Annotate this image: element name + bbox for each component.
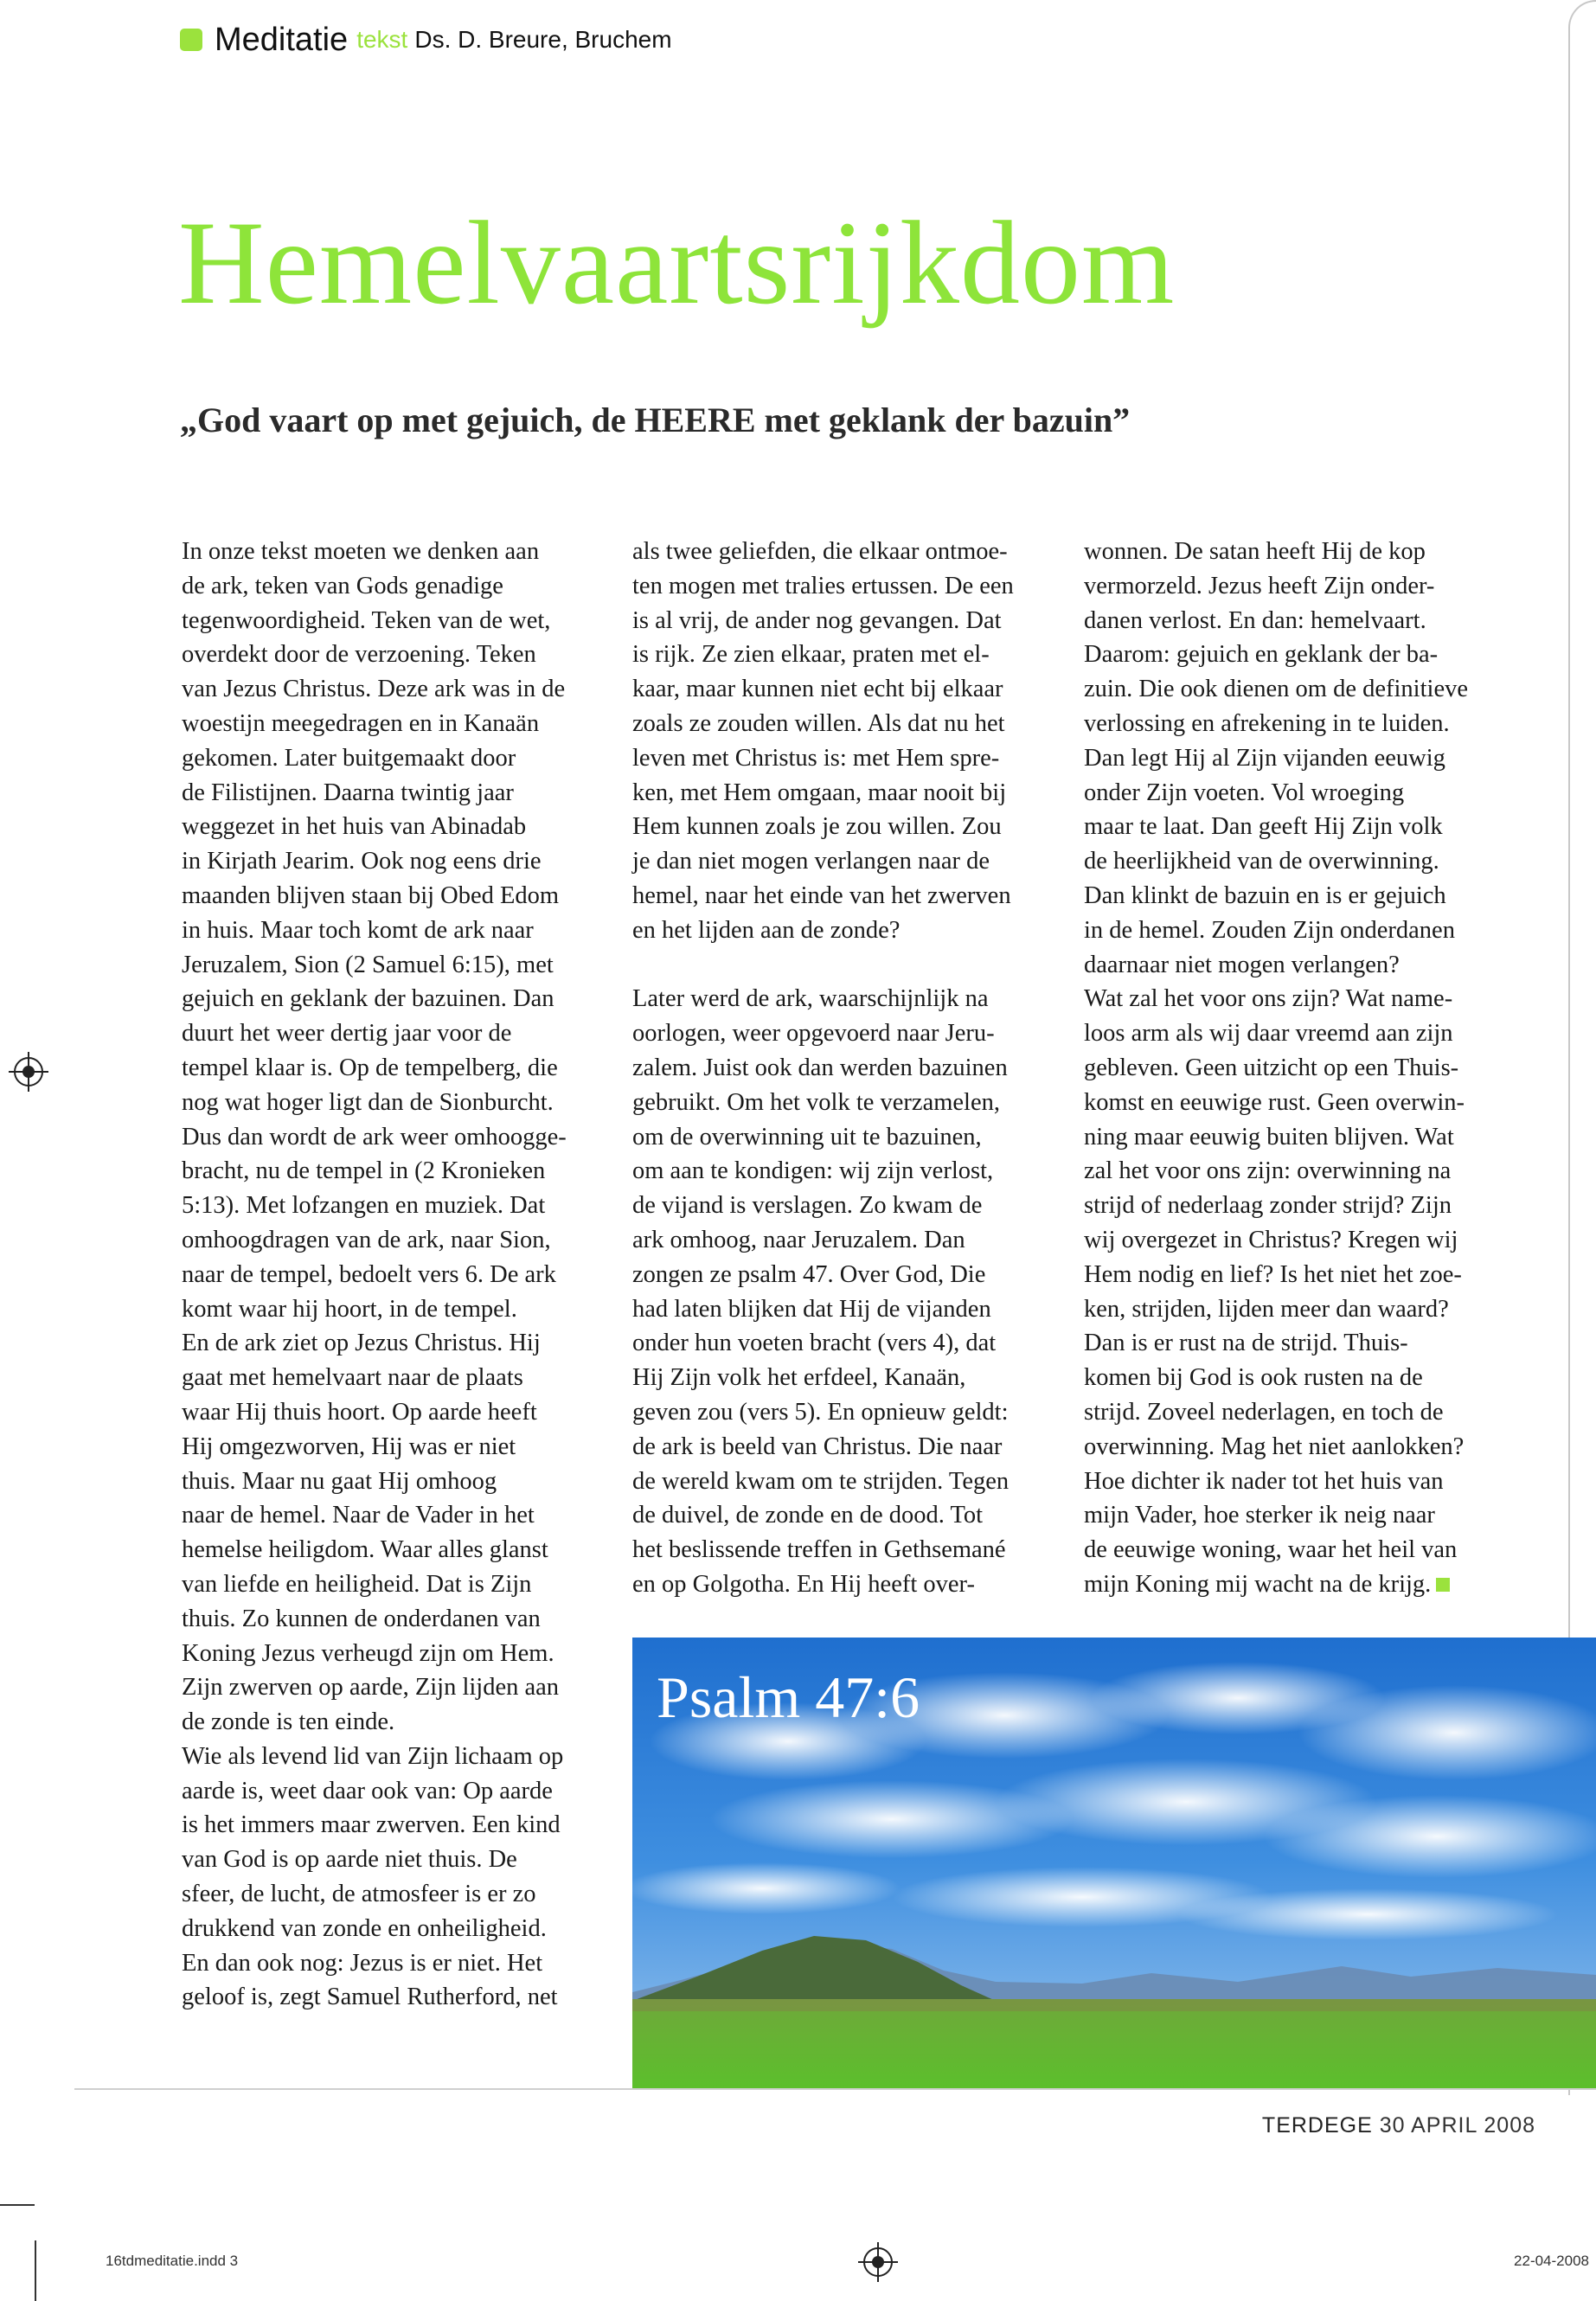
image-caption: Psalm 47:6: [657, 1664, 920, 1730]
slug-date: 22-04-2008: [1514, 2253, 1589, 2269]
crop-mark: [0, 2204, 35, 2206]
paragraph: Wie als levend lid van Zijn lichaam op aarde is, weet daar ook van: Op aarde is het immers maar zwerven. Een kind van God is op aarde niet thuis. De sfeer, de lucht, de atmosfeer is er zo drukkend van zonde en onheiligheid. En dan ook nog: Jezus is er niet. Het geloof is, zegt Samuel Rutherford, net: [182, 1742, 564, 2011]
paragraph: En de ark ziet op Jezus Christus. Hij gaat met hemelvaart naar de plaats waar Hij thuis hoort. Op aarde heeft Hij omgezworven, Hij was er niet thuis. Maar nu gaat Hij omhoog naar de hemel. Naar de Vader in het hemelse heiligdom. Waar alles glanst van liefde en heiligheid. Dat is Zijn thuis. Zo kunnen de onderdanen van Koning Jezus verheugd zijn om Hem. Zijn zwerven op aarde, Zijn lijden aan de zonde is ten einde.: [182, 1330, 560, 1736]
paragraph: Later werd de ark, waarschijnlijk na oorlogen, weer opgevoerd naar Jeru- zalem. Juist ook dan werden bazuinen gebruikt. Om het volk te verzamelen, om de overwinning uit te bazuinen, om aan te kondigen: wij zijn verlost, de vijand is verslagen. Zo kwam de ark omhoog, naar Jeruzalem. Dan zongen ze psalm 47. Over God, Die had laten blijken dat Hij de vijanden onder hun voeten bracht (vers 4), dat Hij Zijn volk het erfdeel, Kanaän, geven zou (vers 5). En opnieuw geldt: de ark is beeld van Christus. Die naar de wereld kwam om te strijden. Tegen de duivel, de zonde en de dood. Tot het beslissende treffen in Gethsemané en op Golgotha. En Hij heeft over-: [632, 985, 1010, 1598]
magazine-name: TERDEGE: [1261, 2113, 1373, 2138]
text-column-2: [632, 535, 1069, 1602]
paragraph: In onze tekst moeten we denken aan de ark, teken van Gods genadige tegenwoordigheid. Teken van de wet, overdekt door de verzoening. Teken van Jezus Christus. Deze ark was in de woestijn meegedragen en in Kanaän gekomen. Later buitgemaakt door de Filistijnen. Daarna twintig jaar weggezet in het huis van Abinadab in Kirjath Jearim. Ook nog eens drie maanden blijven staan bij Obed Edom in huis. Maar toch komt de ark naar Jeruzalem, Sion (2 Samuel 6:15), met gejuich en geklank der bazuinen. Dan duurt het weer dertig jaar voor de tempel klaar is. Op de tempelberg, die nog wat hoger ligt dan de Sionburcht. Dus dan wordt de ark weer omhoogge- bracht, nu de tempel in (2 Kronieken 5:13). Met lofzangen en muziek. Dat omhoogdragen van de ark, naar Sion, naar de tempel, bedoelt vers 6. De ark komt waar hij hoort, in de tempel.: [182, 538, 567, 1323]
registration-mark-icon: [863, 2247, 893, 2277]
crop-mark: [35, 2240, 36, 2301]
text-column-1: [182, 535, 619, 2015]
issue-date: 30 APRIL 2008: [1379, 2113, 1535, 2138]
final-paragraph-text: Wat zal het voor ons zijn? Wat name- loos arm als wij daar vreemd aan zijn gebleven. Geen uitzicht op een Thuis- komst en eeuwige rust. Geen overwin- ning maar eeuwig buiten blijven. Wat zal het voor ons zijn: overwinning na strijd of nederlaag zonder strijd? Zijn wij overgezet in Christus? Kregen wij Hem nodig en lief? Is het niet het zoe- ken, strijden, lijden meer dan waard? Dan is er rust na de strijd. Thuis- komen bij God is ook rusten na de strijd. Zoveel nederlagen, en toch de overwinning. Mag het niet aanlokken? Hoe dichter ik nader tot het huis van mijn Vader, hoe sterker ik neig naar de eeuwige woning, waar het heil van mijn Koning mij wacht na de krijg.: [1084, 985, 1465, 1598]
section-square-icon: [180, 29, 202, 51]
section-label: Meditatie: [215, 21, 349, 58]
section-header: [180, 16, 672, 64]
footer-rule: [74, 2088, 1596, 2090]
page-footer: [1262, 2113, 1535, 2138]
end-square-icon: [1436, 1578, 1450, 1592]
slug-filename: 16tdmeditatie.indd 3: [106, 2253, 239, 2269]
author: Ds. D. Breure, Bruchem: [414, 26, 672, 53]
article-title: Hemelvaartsrijkdom: [178, 196, 1176, 329]
text-column-3: [1084, 535, 1521, 1602]
registration-mark-icon: [14, 1057, 43, 1086]
article-subtitle: „God vaart op met gejuich, de HEERE met geklank der bazuin”: [180, 401, 1131, 439]
paragraph: als twee geliefden, die elkaar ontmoe- ten mogen met tralies ertussen. De een is al vrij, de ander nog gevangen. Dat is rijk. Ze zien elkaar, praten met el- kaar, maar kunnen niet echt bij elkaar zoals ze zouden willen. Als dat nu het leven met Christus is: met Hem spre- ken, met Hem omgaan, maar nooit bij Hem kunnen zoals je zou willen. Zou je dan niet mogen verlangen naar de hemel, naar het einde van het zwerven en het lijden aan de zonde?: [632, 538, 1014, 944]
tekst-label: tekst: [356, 26, 408, 53]
sky-landscape-photo: [632, 1638, 1596, 2088]
paragraph: [1084, 982, 1521, 1601]
paragraph: wonnen. De satan heeft Hij de kop vermorzeld. Jezus heeft Zijn onder- danen verlost. En dan: hemelvaart. Daarom: gejuich en geklank der ba- zuin. Die ook dienen om de definitieve verlossing en afrekening in te luiden. Dan legt Hij al Zijn vijanden eeuwig onder Zijn voeten. Vol wroeging maar te laat. Dan geeft Hij Zijn volk de heerlijkheid van de overwinning. Dan klinkt de bazuin en is er gejuich in de hemel. Zouden Zijn onderdanen daarnaar niet mogen verlangen?: [1084, 538, 1468, 978]
